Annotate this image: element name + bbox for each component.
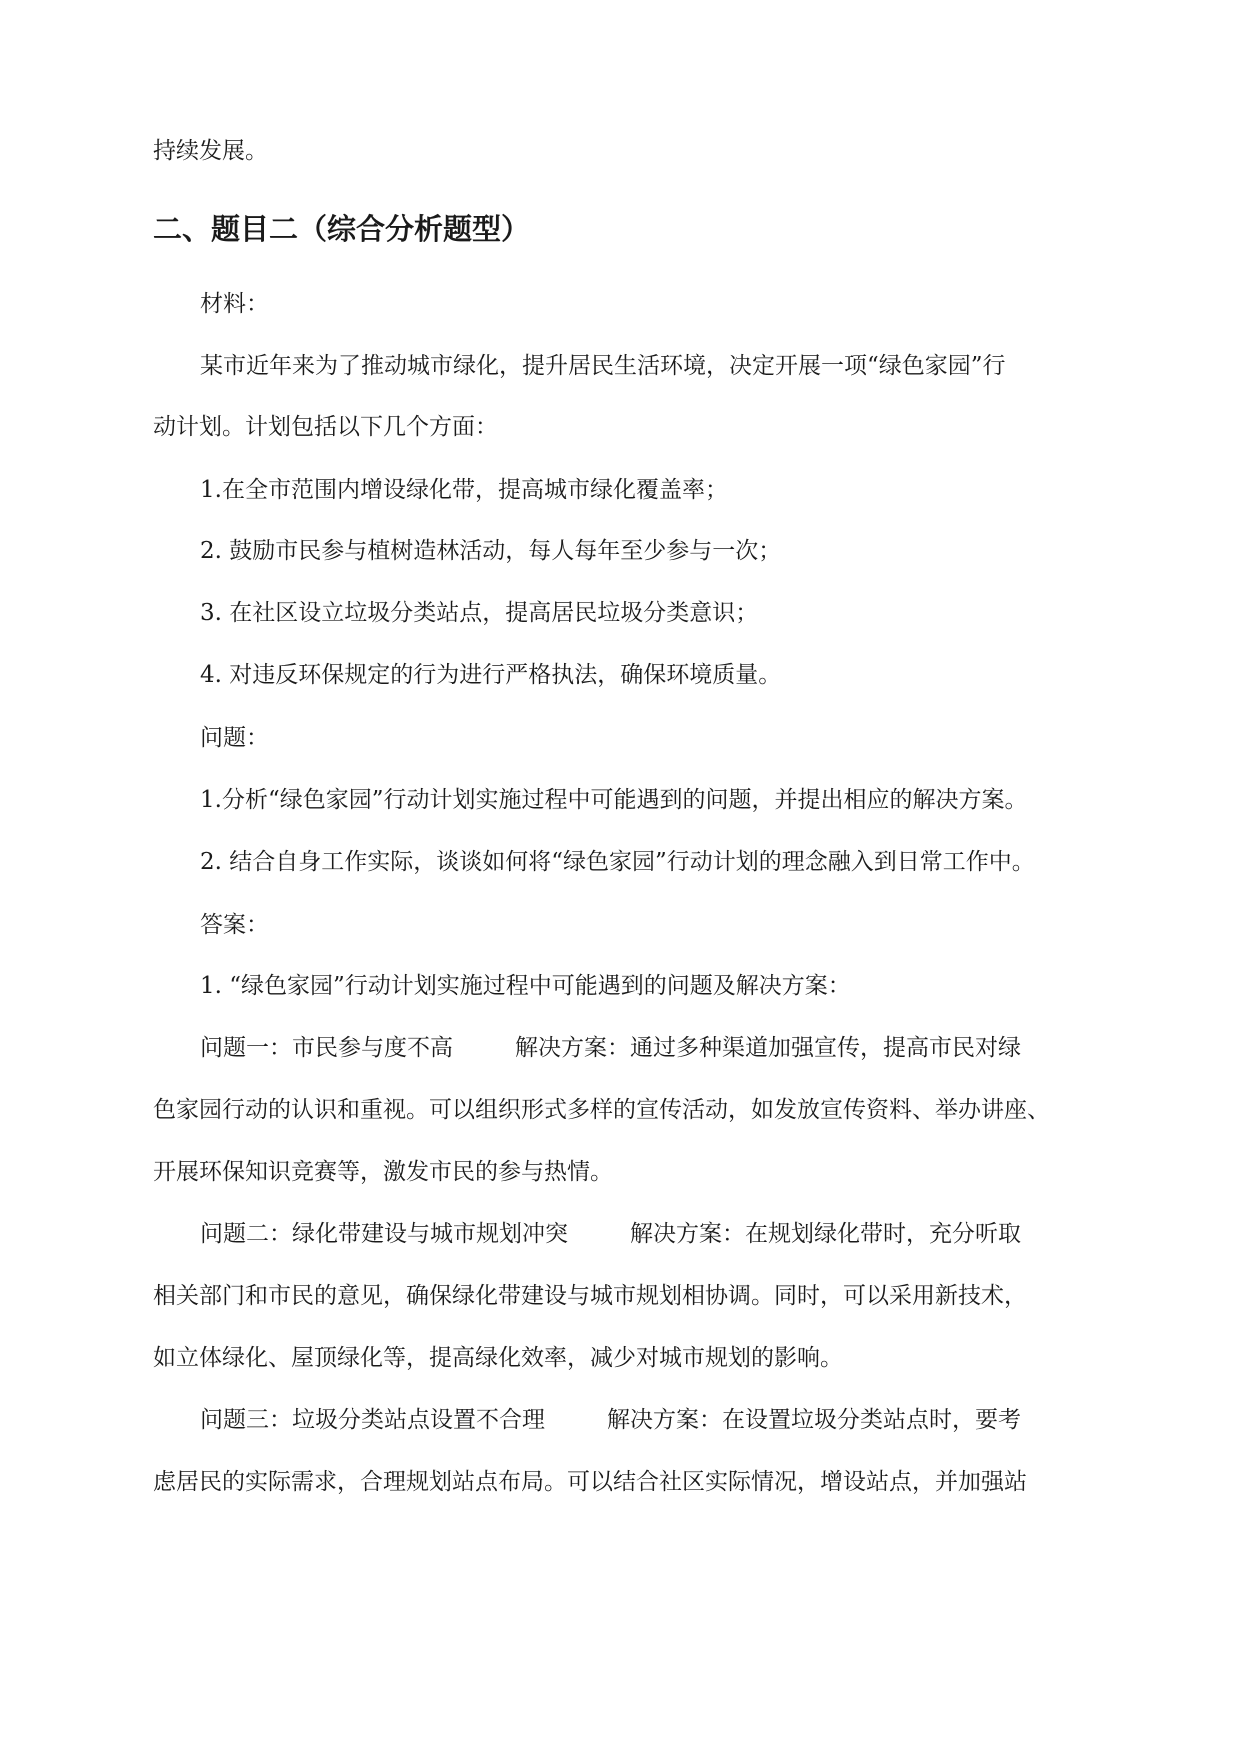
intro-paragraph-line-2: 动计划。计划包括以下几个方面： (153, 414, 498, 440)
question-item: 1.分析“绿色家园”行动计划实施过程中可能遇到的问题，并提出相应的解决方案。 (200, 787, 1028, 813)
problem-1-solution-start: 解决方案：通过多种渠道加强宣传，提高市民对绿 (515, 1035, 1021, 1061)
problem-1-first-line (0, 1033, 1241, 1063)
problem-2-line-2: 相关部门和市民的意见，确保绿化带建设与城市规划相协调。同时，可以采用新技术， (153, 1283, 1027, 1309)
problem-1-line-3: 开展环保知识竞赛等，激发市民的参与热情。 (153, 1159, 613, 1185)
problem-3-solution-start: 解决方案：在设置垃圾分类站点时，要考 (607, 1407, 1021, 1433)
section-heading: 二、题目二（综合分析题型） (153, 212, 531, 246)
problem-2-first-line (0, 1219, 1241, 1249)
plan-item: 4. 对违反环保规定的行为进行严格执法，确保环境质量。 (200, 662, 782, 688)
question-item: 2. 结合自身工作实际，谈谈如何将“绿色家园”行动计划的理念融入到日常工作中。 (200, 849, 1035, 875)
answer-label: 答案： (200, 912, 269, 938)
plan-item: 2. 鼓励市民参与植树造林活动，每人每年至少参与一次； (200, 538, 782, 564)
problem-3-title: 问题三：垃圾分类站点设置不合理 (200, 1407, 545, 1433)
problem-2-line-3: 如立体绿化、屋顶绿化等，提高绿化效率，减少对城市规划的影响。 (153, 1345, 843, 1371)
question-label: 问题： (200, 725, 269, 751)
plan-item: 3. 在社区设立垃圾分类站点，提高居民垃圾分类意识； (200, 600, 759, 626)
intro-paragraph-line-1: 某市近年来为了推动城市绿化，提升居民生活环境，决定开展一项“绿色家园”行 (200, 353, 1006, 379)
problem-3-first-line (0, 1405, 1241, 1435)
material-label: 材料： (200, 291, 269, 317)
answer-heading: 1. “绿色家园”行动计划实施过程中可能遇到的问题及解决方案： (200, 973, 851, 999)
problem-3-line-2: 虑居民的实际需求，合理规划站点布局。可以结合社区实际情况，增设站点，并加强站 (153, 1469, 1027, 1495)
problem-1-title: 问题一：市民参与度不高 (200, 1035, 453, 1061)
problem-2-title: 问题二：绿化带建设与城市规划冲突 (200, 1221, 568, 1247)
plan-item: 1.在全市范围内增设绿化带，提高城市绿化覆盖率； (200, 477, 728, 503)
previous-section-tail: 持续发展。 (153, 138, 268, 164)
problem-1-line-2: 色家园行动的认识和重视。可以组织形式多样的宣传活动，如发放宣传资料、举办讲座、 (153, 1097, 1050, 1123)
problem-2-solution-start: 解决方案：在规划绿化带时，充分听取 (630, 1221, 1021, 1247)
